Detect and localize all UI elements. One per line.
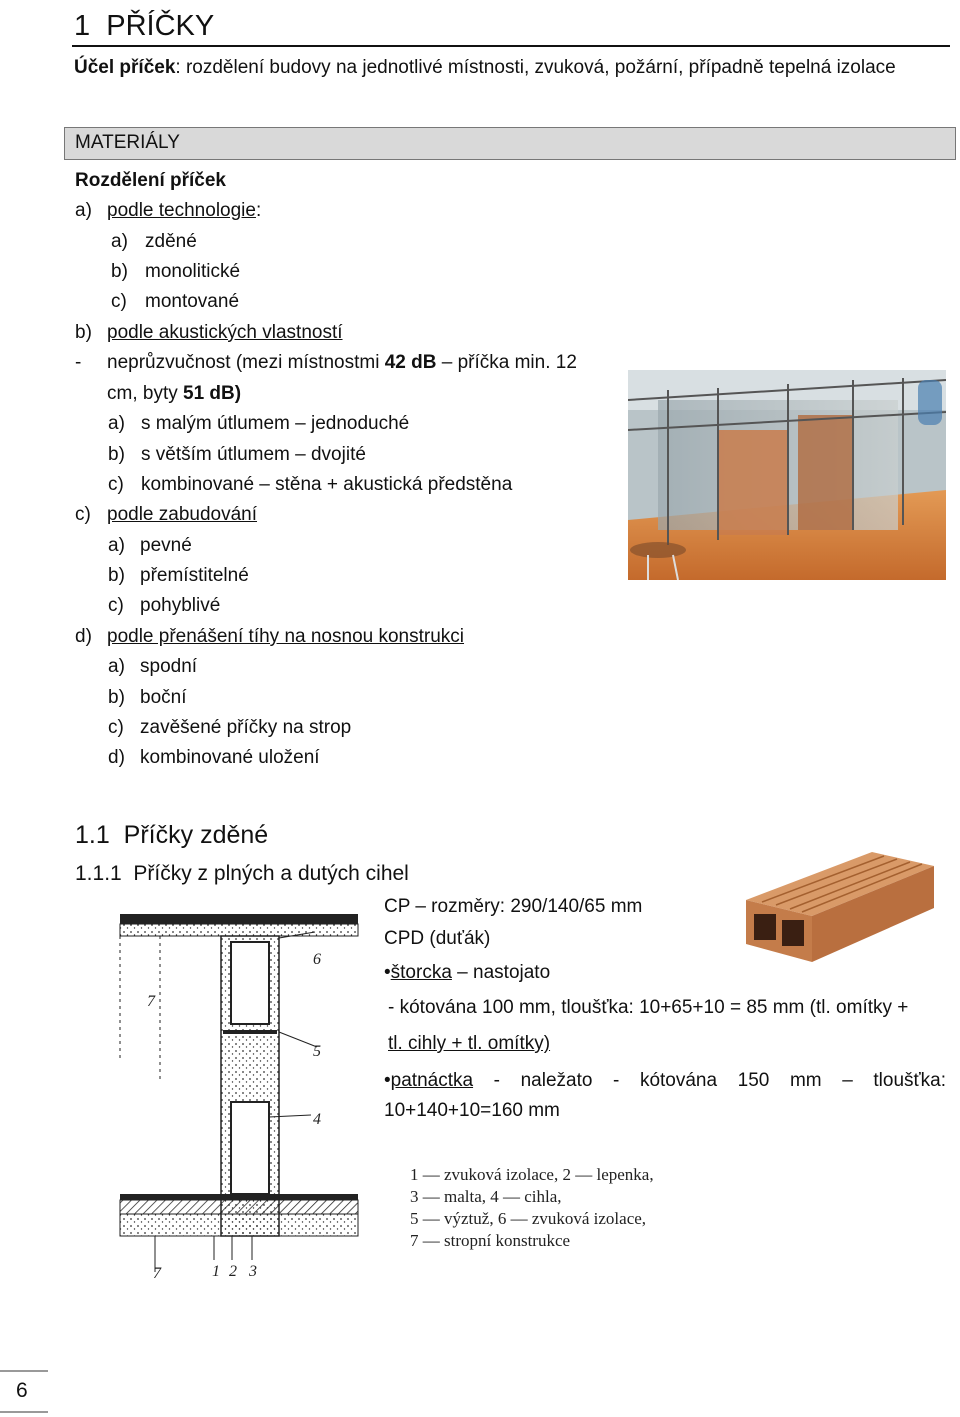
legend-line: 1 — zvuková izolace, 2 — lepenka, xyxy=(410,1165,654,1184)
list-item-marker: d) xyxy=(108,747,125,768)
list-item: přemístitelné xyxy=(140,565,249,586)
acoustic-text-1: neprůzvučnost (mezi místnostmi xyxy=(107,352,385,373)
patnactka-rest: - naležato - kótována 150 mm – tloušťka: xyxy=(473,1070,946,1091)
drawing-label-6: 6 xyxy=(313,951,321,968)
drawing-label-1: 1 xyxy=(212,1263,220,1280)
partition-photo xyxy=(628,370,946,580)
section-1-1-number: 1.1 xyxy=(75,821,110,849)
category-c-marker: c) xyxy=(75,504,91,525)
list-item: s malým útlumem – jednoduché xyxy=(141,413,410,434)
drawing-legend xyxy=(410,1164,654,1252)
list-item-marker: a) xyxy=(108,656,125,677)
materials-box xyxy=(64,127,956,160)
list-item-marker: a) xyxy=(108,535,125,556)
list-item: spodní xyxy=(140,656,198,677)
list-item: zděné xyxy=(145,231,197,252)
section-1-1-1-heading xyxy=(75,861,409,887)
page-number: 6 xyxy=(16,1379,28,1402)
list-item: monolitické xyxy=(145,261,241,282)
list-item: pevné xyxy=(140,535,192,556)
purpose-line xyxy=(74,56,896,80)
list-item-marker: c) xyxy=(108,595,124,616)
legend-line: 3 — malta, 4 — cihla, xyxy=(410,1187,562,1206)
heading-rule xyxy=(72,45,950,47)
purpose-label: Účel příček xyxy=(74,57,176,78)
storcka-rest: – nastojato xyxy=(451,962,551,983)
drawing-label-4: 4 xyxy=(313,1111,321,1128)
section-1-1-title: Příčky zděné xyxy=(123,821,269,849)
acoustic-value-51: 51 dB) xyxy=(183,383,242,404)
drawing-label-2: 2 xyxy=(229,1263,237,1280)
acoustic-line-2 xyxy=(107,382,241,406)
category-b-marker: b) xyxy=(75,322,92,343)
category-c-label: podle zabudování xyxy=(107,504,258,525)
category-a-label: podle technologie xyxy=(107,200,256,221)
section-1-1-1-number: 1.1.1 xyxy=(75,862,122,885)
drawing-label-7b: 7 xyxy=(153,1265,161,1282)
cp-line: CP – rozměry: 290/140/65 mm xyxy=(384,896,643,917)
list-item-marker: b) xyxy=(108,687,125,708)
list-item-marker: a) xyxy=(111,231,128,252)
list-item: kombinované uložení xyxy=(140,747,320,768)
bullet: • xyxy=(384,962,391,983)
list-item-marker: b) xyxy=(111,261,128,282)
acoustic-value-42: 42 dB xyxy=(384,352,437,373)
list-item-marker: a) xyxy=(108,413,125,434)
materials-subheading: Rozdělení příček xyxy=(75,170,226,191)
drawing-label-5: 5 xyxy=(313,1043,321,1060)
storcka-label: štorcka xyxy=(390,962,452,983)
category-d-label: podle přenášení tíhy na nosnou konstrukci xyxy=(107,626,465,647)
materials-title: MATERIÁLY xyxy=(75,132,180,153)
patnactka-line xyxy=(384,1069,946,1093)
list-item: s větším útlumem – dvojité xyxy=(141,444,366,465)
section-1-1-1-title: Příčky z plných a dutých cihel xyxy=(133,862,409,885)
legend-line: 5 — výztuž, 6 — zvuková izolace, xyxy=(410,1209,647,1228)
kotovana-line-1: - kótována 100 mm, tloušťka: 10+65+10 = 85 mm (tl. omítky + xyxy=(388,997,909,1018)
chapter-heading xyxy=(74,9,214,43)
footer-rule xyxy=(0,1370,48,1372)
list-item-marker: c) xyxy=(108,717,124,738)
purpose-text: : rozdělení budovy na jednotlivé místnosti, zvuková, požární, případně tepelná izolace xyxy=(175,57,896,78)
category-d-marker: d) xyxy=(75,626,92,647)
list-item: kombinované – stěna + akustická předstěna xyxy=(141,474,513,495)
list-item-marker: c) xyxy=(111,291,127,312)
list-item: boční xyxy=(140,687,187,708)
category-b-label: podle akustických vlastností xyxy=(107,322,343,343)
storcka-line xyxy=(384,961,550,985)
category-a xyxy=(107,199,261,223)
acoustic-line-1 xyxy=(107,351,577,375)
hollow-brick-image xyxy=(742,842,938,966)
acoustic-text-2: – příčka min. 12 xyxy=(436,352,577,373)
acoustic-text-3: cm, byty xyxy=(107,383,184,404)
cpd-line: CPD (duťák) xyxy=(384,928,491,949)
section-1-1-heading xyxy=(75,820,268,850)
partition-section-drawing xyxy=(115,902,363,1287)
list-item: montované xyxy=(145,291,240,312)
list-item-marker: c) xyxy=(108,474,124,495)
drawing-label-3: 3 xyxy=(249,1263,257,1280)
list-item: zavěšené příčky na strop xyxy=(140,717,352,738)
kotovana-line-2: tl. cihly + tl. omítky) xyxy=(388,1033,551,1054)
drawing-label-7a: 7 xyxy=(147,993,155,1010)
chapter-number: 1 xyxy=(74,10,91,42)
bullet: • xyxy=(384,1070,391,1091)
chapter-title: PŘÍČKY xyxy=(106,10,215,42)
patnactka-label: patnáctka xyxy=(390,1070,474,1091)
list-item-marker: b) xyxy=(108,565,125,586)
category-a-marker: a) xyxy=(75,200,92,221)
footer-rule-bottom xyxy=(0,1411,48,1413)
legend-line: 7 — stropní konstrukce xyxy=(410,1231,571,1250)
category-a-suffix: : xyxy=(255,200,262,221)
list-item-marker: b) xyxy=(108,444,125,465)
dash-marker: - xyxy=(75,352,82,373)
patnactka-line-2: 10+140+10=160 mm xyxy=(384,1100,560,1121)
list-item: pohyblivé xyxy=(140,595,221,616)
